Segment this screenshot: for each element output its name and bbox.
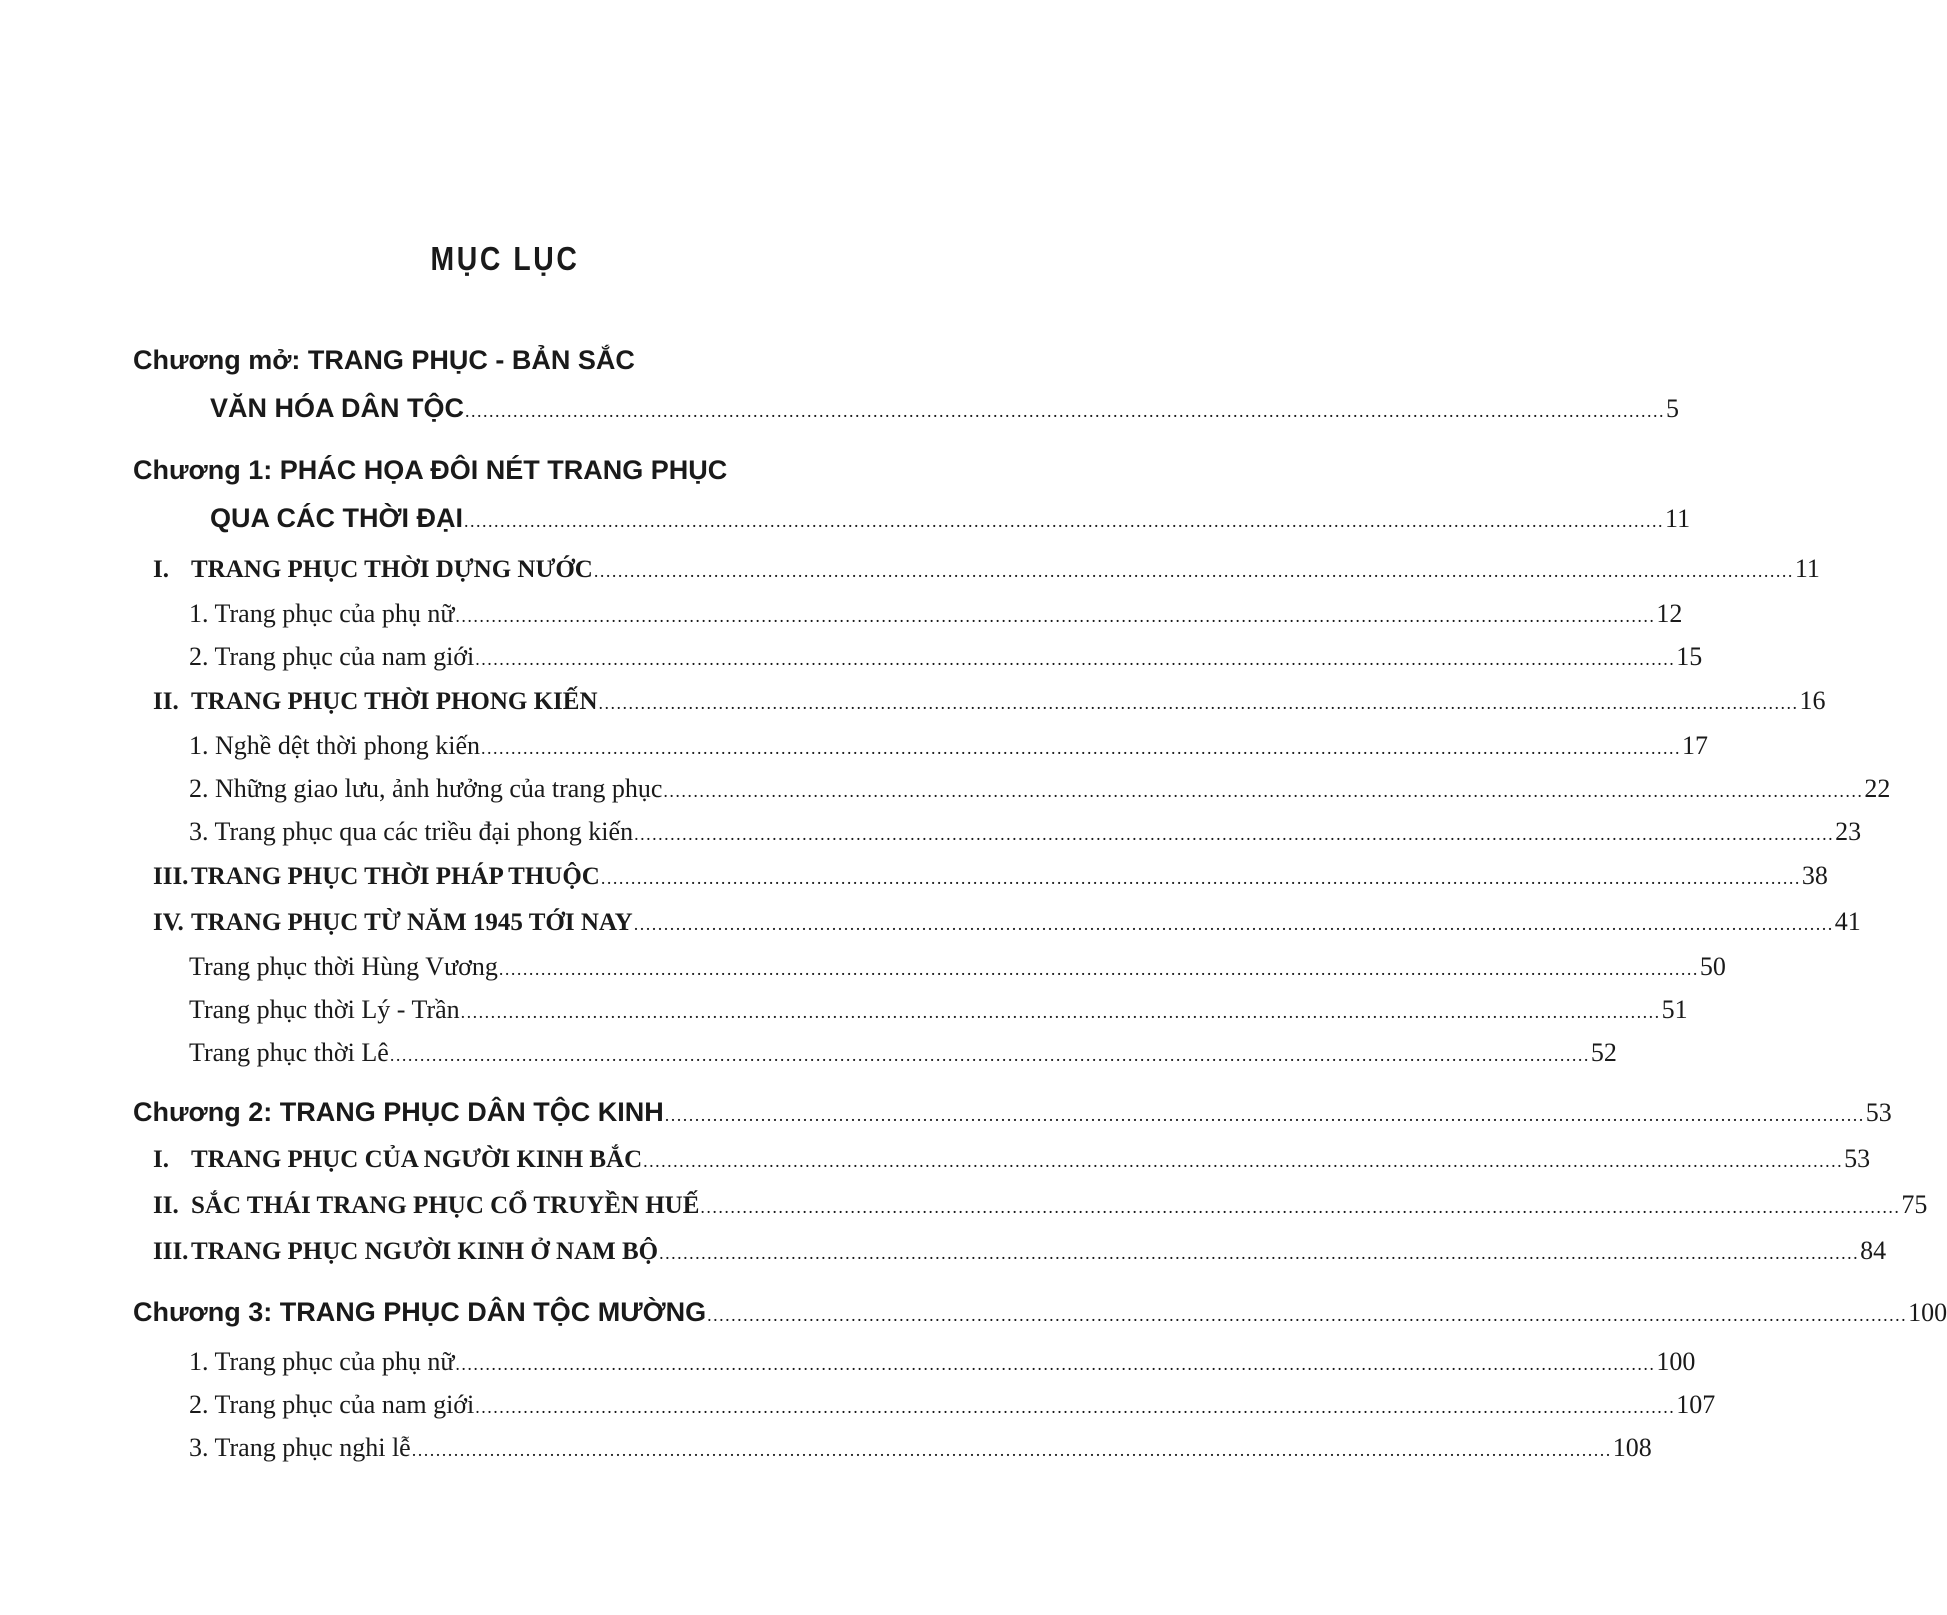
dot-leader: ........................................................................................................................................................................................................ [664, 1105, 1865, 1125]
dot-leader: ........................................................................................................................................................................................................ [707, 1305, 1908, 1325]
toc-page-number: 100 [1656, 1347, 1696, 1376]
dot-leader: ........................................................................................................................................................................................................ [598, 693, 1799, 713]
toc-item[interactable] [133, 635, 1703, 678]
item-title: 2. Những giao lưu, ảnh hưởng của trang phục [189, 774, 663, 803]
toc-item[interactable] [133, 1426, 1652, 1469]
toc-item[interactable] [133, 592, 1683, 635]
toc-page-number: 11 [1665, 504, 1691, 533]
toc-page-number: 38 [1801, 861, 1828, 890]
toc-page-number: 16 [1799, 686, 1826, 715]
item-title: 3. Trang phục qua các triều đại phong kiến [189, 817, 634, 846]
toc-entry[interactable] [133, 384, 1679, 432]
toc-page-number: 15 [1676, 642, 1703, 671]
item-title: 3. Trang phục nghi lễ [189, 1433, 411, 1462]
section-number: I. [153, 556, 169, 583]
item-title: 2. Trang phục của nam giới [189, 642, 475, 671]
section-title: TRANG PHỤC THỜI DỰNG NƯỚC [191, 556, 593, 583]
dot-leader: ........................................................................................................................................................................................................ [634, 824, 1835, 844]
toc-item[interactable] [133, 1031, 1617, 1074]
item-title: 2. Trang phục của nam giới [189, 1390, 475, 1419]
section-number: III. [153, 863, 189, 890]
toc-section[interactable] [133, 853, 1828, 899]
table-of-contents [133, 336, 1947, 1469]
toc-section[interactable] [133, 1228, 1887, 1274]
toc-page-number: 84 [1860, 1236, 1887, 1265]
section-number: II. [153, 1192, 179, 1219]
toc-chapter-title: VĂN HÓA DÂN TỘC [210, 393, 464, 423]
toc-entry[interactable] [133, 1088, 1892, 1136]
toc-page-number: 23 [1835, 817, 1862, 846]
toc-page-number: 22 [1864, 774, 1891, 803]
dot-leader: ........................................................................................................................................................................................................ [633, 914, 1834, 934]
toc-chapter-title: Chương 3: TRANG PHỤC DÂN TỘC MƯỜNG [133, 1297, 707, 1327]
dot-leader: ........................................................................................................................................................................................................ [455, 606, 1656, 626]
dot-leader: ........................................................................................................................................................................................................ [460, 1002, 1661, 1022]
section-title: TRANG PHỤC CỦA NGƯỜI KINH BẮC [191, 1146, 643, 1173]
toc-entry[interactable] [133, 494, 1691, 542]
toc-section[interactable] [133, 1182, 1928, 1228]
section-number: III. [153, 1238, 189, 1265]
dot-leader: ........................................................................................................................................................................................................ [389, 1045, 1590, 1065]
toc-item[interactable] [133, 1383, 1716, 1426]
toc-page-number: 12 [1656, 599, 1683, 628]
toc-item[interactable] [133, 988, 1688, 1031]
toc-page-number: 51 [1661, 995, 1688, 1024]
section-title: TRANG PHỤC NGƯỜI KINH Ở NAM BỘ [191, 1238, 659, 1265]
page-title: MỤC LỤC [430, 240, 580, 277]
toc-page-number: 108 [1612, 1433, 1652, 1462]
item-title: Trang phục thời Lý - Trần [189, 995, 460, 1024]
toc-item[interactable] [133, 810, 1862, 853]
toc-page-number: 41 [1834, 907, 1861, 936]
toc-page-number: 75 [1901, 1190, 1928, 1219]
dot-leader: ........................................................................................................................................................................................................ [643, 1151, 1844, 1171]
toc-page-number: 53 [1844, 1144, 1871, 1173]
toc-item[interactable] [133, 767, 1891, 810]
toc-chapter-title: QUA CÁC THỜI ĐẠI [210, 503, 464, 533]
dot-leader: ........................................................................................................................................................................................................ [475, 1397, 1676, 1417]
toc-page-number: 100 [1908, 1298, 1947, 1327]
toc-page-number: 5 [1666, 394, 1679, 423]
section-title: TRANG PHỤC THỜI PHONG KIẾN [191, 688, 598, 715]
toc-page-number: 107 [1676, 1390, 1716, 1419]
dot-leader: ........................................................................................................................................................................................................ [411, 1440, 1612, 1460]
item-title: Trang phục thời Hùng Vương [189, 952, 498, 981]
dot-leader: ........................................................................................................................................................................................................ [663, 781, 1864, 801]
toc-page-number: 52 [1590, 1038, 1617, 1067]
toc-section[interactable] [133, 1136, 1871, 1182]
toc-section[interactable] [133, 678, 1826, 724]
dot-leader: ........................................................................................................................................................................................................ [659, 1243, 1860, 1263]
dot-leader: ........................................................................................................................................................................................................ [464, 511, 1665, 531]
section-title: SẮC THÁI TRANG PHỤC CỔ TRUYỀN HUẾ [191, 1192, 700, 1219]
dot-leader: ........................................................................................................................................................................................................ [700, 1197, 1901, 1217]
section-title: TRANG PHỤC THỜI PHÁP THUỘC [191, 863, 600, 890]
toc-page-number: 17 [1682, 731, 1709, 760]
toc-chapter-title: Chương 2: TRANG PHỤC DÂN TỘC KINH [133, 1097, 664, 1127]
toc-page-number: 53 [1865, 1098, 1892, 1127]
toc-chapter-intro-heading [133, 336, 881, 384]
dot-leader: ........................................................................................................................................................................................................ [465, 401, 1665, 421]
toc-item[interactable] [133, 724, 1709, 767]
dot-leader: ........................................................................................................................................................................................................ [475, 649, 1676, 669]
toc-chapter-1-heading [133, 446, 881, 494]
item-title: 1. Trang phục của phụ nữ [189, 599, 455, 628]
toc-section[interactable] [133, 546, 1820, 592]
dot-leader: ........................................................................................................................................................................................................ [600, 868, 1801, 888]
section-number: II. [153, 688, 179, 715]
item-title: 1. Trang phục của phụ nữ [189, 1347, 455, 1376]
toc-entry[interactable] [133, 1288, 1947, 1336]
item-title: Trang phục thời Lê [189, 1038, 389, 1067]
toc-page-number: 50 [1699, 952, 1726, 981]
toc-chapter-title: Chương mở: TRANG PHỤC - BẢN SẮC [133, 345, 635, 375]
toc-item[interactable] [133, 1340, 1696, 1383]
dot-leader: ........................................................................................................................................................................................................ [593, 561, 1794, 581]
dot-leader: ........................................................................................................................................................................................................ [481, 738, 1682, 758]
dot-leader: ........................................................................................................................................................................................................ [498, 959, 1699, 979]
section-title: TRANG PHỤC TỪ NĂM 1945 TỚI NAY [191, 909, 633, 936]
section-number: I. [153, 1146, 169, 1173]
dot-leader: ........................................................................................................................................................................................................ [455, 1354, 1656, 1374]
item-title: 1. Nghề dệt thời phong kiến [189, 731, 481, 760]
section-number: IV. [153, 909, 184, 936]
toc-section[interactable] [133, 899, 1861, 945]
toc-page-number: 11 [1794, 554, 1820, 583]
toc-chapter-title: Chương 1: PHÁC HỌA ĐÔI NÉT TRANG PHỤC [133, 455, 728, 485]
toc-item[interactable] [133, 945, 1726, 988]
